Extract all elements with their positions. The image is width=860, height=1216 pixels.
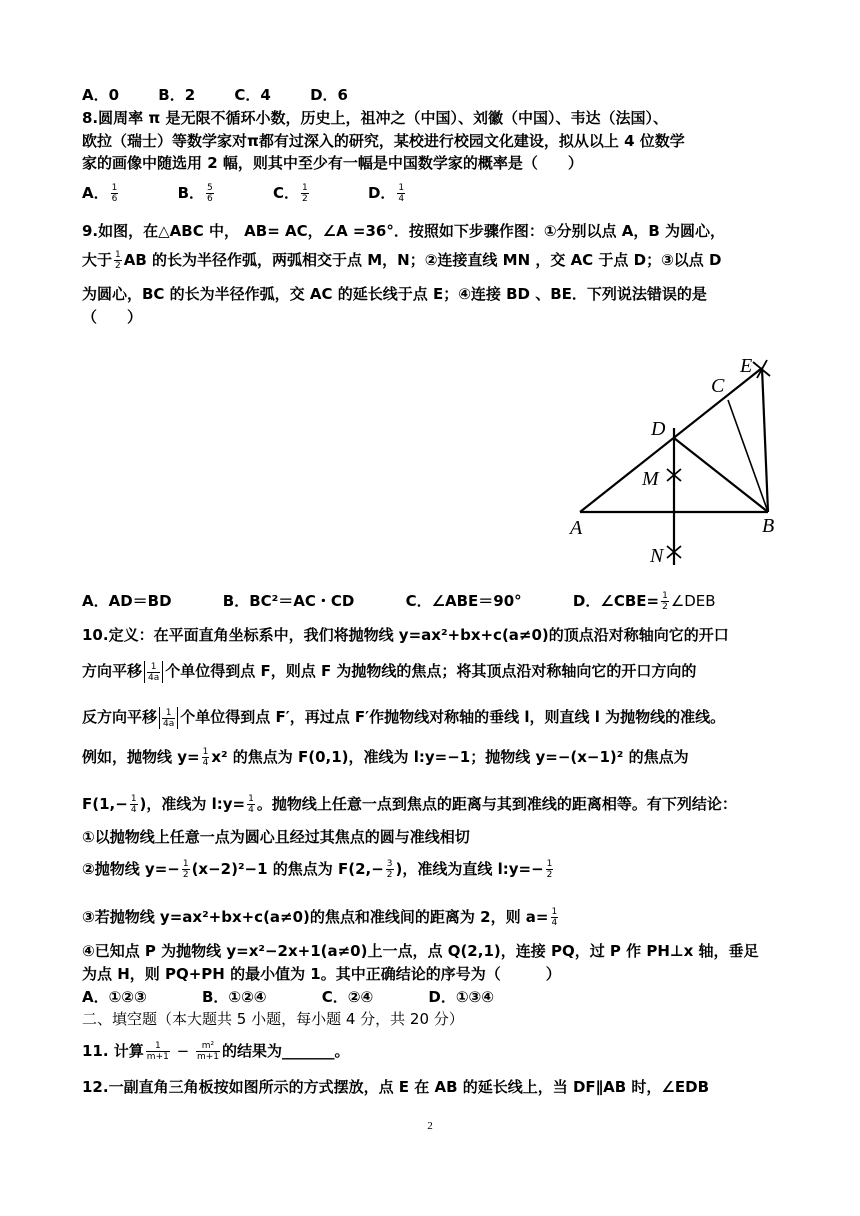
q8-option-a: A． $\frac{1}{6}$	[82, 183, 118, 204]
page-number: 2	[427, 1120, 433, 1132]
q10-conclusion-4-line-2: 为点 H，则 PQ+PH 的最小值为 1。其中正确结论的序号为（ ）	[82, 965, 561, 983]
q9-line-3: 为圆心，BC 的长为半径作弧，交 AC 的延长线于点 E；④连接 BD 、BE．下列说法错误的是	[82, 285, 707, 303]
segment-ae	[580, 368, 762, 512]
label-a: A	[570, 517, 583, 539]
label-b: B	[762, 515, 775, 537]
q9-line-2: 大于 $\frac{1}{2}$ AB 的长为半径作弧，两弧相交于点 M，N；②连接直线 MN ，交 AC 于点 D；③以点 D	[82, 250, 722, 271]
q10-conclusion-2: ②抛物线 y=− $\frac{1}{2}$ (x−2)²−1 的焦点为 F(2,− $\frac{3}{2}$ )，准线为直线 l:y=− $\frac{1}{2}$	[82, 859, 553, 880]
q7-option-d: D．6	[310, 86, 348, 104]
q7-option-b: B．2	[158, 86, 196, 104]
q9-option-a: A．AD＝BD	[82, 592, 172, 610]
q10-line-3: 反方向平移 $\frac{1}{4a}$ 个单位得到点 F′，再过点 F′作抛物线对称轴的垂线 l，则直线 l 为抛物线的准线。	[82, 707, 726, 729]
q8-options	[82, 182, 407, 204]
q9-option-d: D．∠CBE= $\frac{1}{2}$ ∠DEB	[572, 591, 716, 612]
label-e: E	[740, 355, 753, 377]
q8-line-1: 8.圆周率 π 是无限不循环小数，历史上，祖冲之（中国）、刘徽（中国）、韦达（法国）、	[82, 109, 668, 127]
q8-line-3: 家的画像中随选用 2 幅，则其中至少有一幅是中国数学家的概率是（ ）	[82, 154, 583, 172]
q8-option-c: C． $\frac{1}{2}$	[272, 183, 308, 204]
q7-option-c: C．4	[234, 86, 271, 104]
section-heading-fill-in: 二、填空题（本大题共 5 小题，每小题 4 分，共 20 分）	[82, 1010, 464, 1028]
segment-bd	[674, 438, 768, 512]
q10-line-4: 例如，抛物线 y= $\frac{1}{4}$ x² 的焦点为 F(0,1)，准线为 l:y=−1；抛物线 y=−(x−1)² 的焦点为	[82, 747, 689, 768]
q9-line-1: 9.如图，在△ABC 中， AB= AC，∠A =36°．按照如下步骤作图：①分别以点 A，B 为圆心，	[82, 222, 726, 240]
q10-line-1: 10.定义：在平面直角坐标系中，我们将抛物线 y=ax²+bx+c(a≠0)的顶点沿对称轴向它的开口	[82, 626, 729, 644]
segment-be	[762, 368, 768, 512]
q9-option-c: C．∠ABE＝90°	[405, 592, 522, 610]
q10-conclusion-3: ③若抛物线 y=ax²+bx+c(a≠0)的焦点和准线间的距离为 2，则 a= $\frac{1}{4}$	[82, 907, 558, 928]
q12-line-1: 12.一副直角三角板按如图所示的方式摆放，点 E 在 AB 的延长线上，当 DF∥AB 时，∠EDB	[82, 1078, 710, 1096]
label-d: D	[651, 418, 666, 440]
q9-option-b: B．BC²＝AC・CD	[222, 592, 355, 610]
q8-option-d: D． $\frac{1}{4}$	[367, 183, 405, 204]
q10-line-2: 方向平移 $\frac{1}{4a}$ 个单位得到点 F，则点 F 为抛物线的焦点；将其顶点沿对称轴向它的开口方向的	[82, 661, 697, 683]
q10-option-d: D．①③④	[428, 988, 494, 1006]
q9-triangle-figure	[560, 340, 790, 572]
q10-conclusion-1: ①以抛物线上任意一点为圆心且经过其焦点的圆与准线相切	[82, 828, 470, 846]
q10-option-a: A．①②③	[82, 988, 147, 1006]
q10-option-b: B．①②④	[201, 988, 267, 1006]
label-n: N	[650, 545, 664, 567]
q10-option-c: C．②④	[321, 988, 374, 1006]
q8-option-b: B． $\frac{5}{6}$	[177, 183, 213, 204]
q7-option-a: A．0	[82, 86, 120, 104]
label-c: C	[711, 375, 725, 397]
q8-line-2: 欧拉（瑞士）等数学家对π都有过深入的研究，某校进行校园文化建设，拟从以上 4 位数学	[82, 132, 685, 150]
q10-line-5: F(1,− $\frac{1}{4}$ )，准线为 l:y= $\frac{1}{4}$ 。抛物线上任意一点到焦点的距离与其到准线的距离相等。有下列结论：	[82, 794, 737, 815]
label-m: M	[642, 468, 659, 490]
q9-line-4: （ ）	[82, 308, 143, 326]
q7-options	[82, 84, 382, 106]
q9-options	[82, 590, 716, 612]
q11-line: 11. 计算 $\frac{1}{m+1}$ − $\frac{\text{m²}}{m+1}$ 的结果为_______。	[82, 1041, 350, 1062]
q10-conclusion-4-line-1: ④已知点 P 为抛物线 y=x²−2x+1(a≠0)上一点，点 Q(2,1)，连接 PQ，过 P 作 PH⊥x 轴，垂足	[82, 942, 759, 960]
q10-options	[82, 986, 494, 1008]
